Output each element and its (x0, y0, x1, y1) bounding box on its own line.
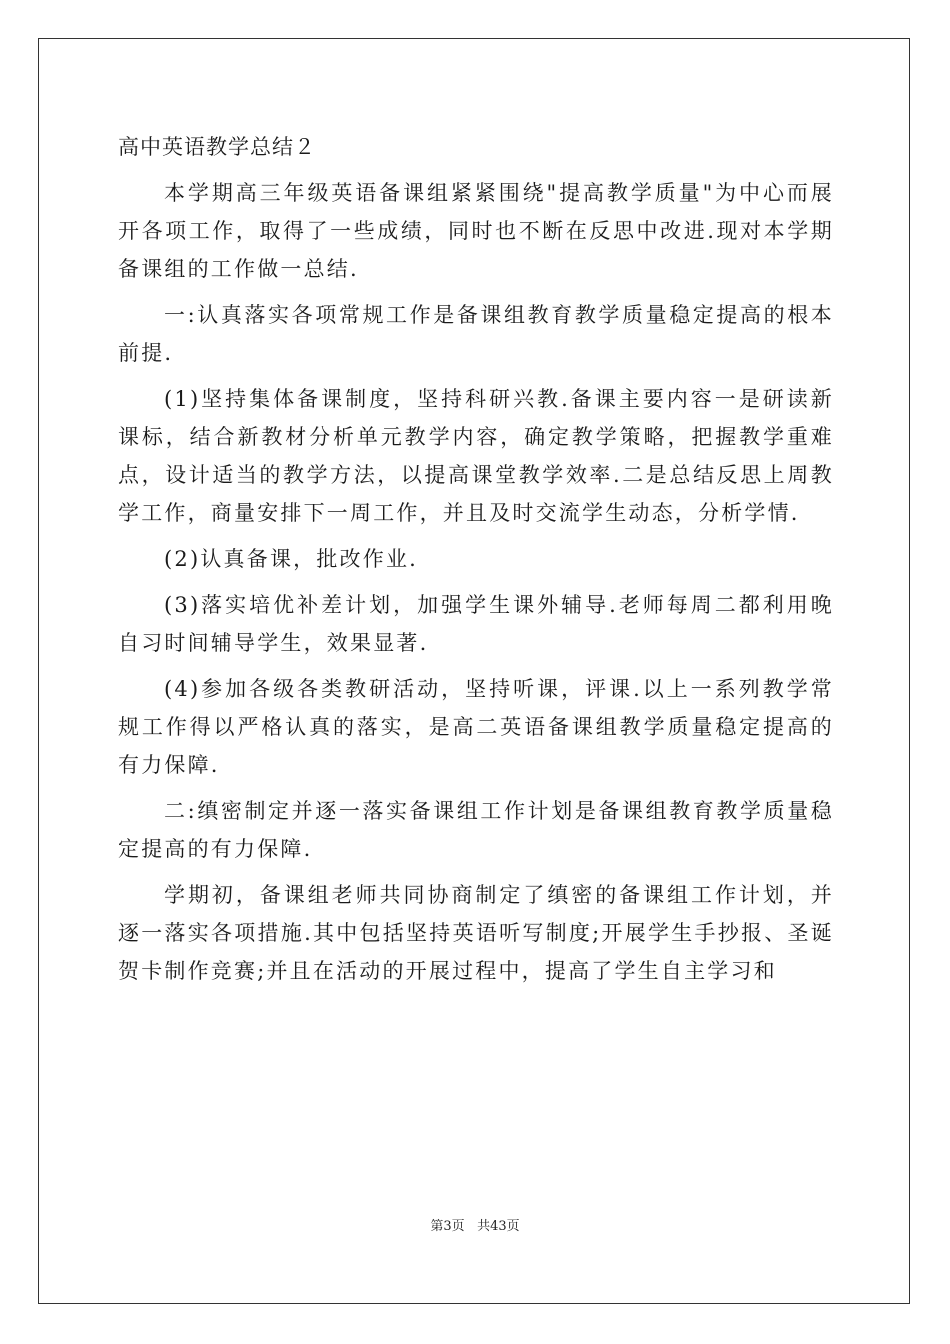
paragraph-item-1: (1)坚持集体备课制度，坚持科研兴教.备课主要内容一是研读新课标，结合新教材分析单元教学内容，确定教学策略，把握教学重难点，设计适当的教学方法，以提高课堂教学效率.二是总结反思上周教学工作，商量安排下一周工作，并且及时交流学生动态，分析学情. (118, 387, 834, 525)
paragraph-item-3: (3)落实培优补差计划，加强学生课外辅导.老师每周二都利用晚自习时间辅导学生，效果显著. (118, 593, 834, 655)
paragraph-section-one: 一:认真落实各项常规工作是备课组教育教学质量稳定提高的根本前提. (118, 303, 834, 365)
page-total: 共43页 (477, 1219, 520, 1234)
paragraph-intro: 本学期高三年级英语备课组紧紧围绕"提高教学质量"为中心而展开各项工作，取得了一些成绩，同时也不断在反思中改进.现对本学期备课组的工作做一总结. (118, 181, 834, 281)
page-number: 第3页 (430, 1219, 465, 1234)
paragraph-section-two: 二:缜密制定并逐一落实备课组工作计划是备课组教育教学质量稳定提高的有力保障. (118, 799, 834, 861)
paragraph-semester: 学期初，备课组老师共同协商制定了缜密的备课组工作计划，并逐一落实各项措施.其中包括坚持英语听写制度;开展学生手抄报、圣诞贺卡制作竞赛;并且在活动的开展过程中，提高了学生自主学习和 (118, 883, 834, 983)
document-body (118, 128, 834, 998)
paragraph-item-4: (4)参加各级各类教研活动，坚持听课，评课.以上一系列教学常规工作得以严格认真的落实，是高二英语备课组教学质量稳定提高的有力保障. (118, 677, 834, 777)
document-title: 高中英语教学总结２ (118, 135, 316, 159)
page-footer (0, 1218, 950, 1236)
paragraph-item-2: (2)认真备课，批改作业. (164, 547, 419, 571)
